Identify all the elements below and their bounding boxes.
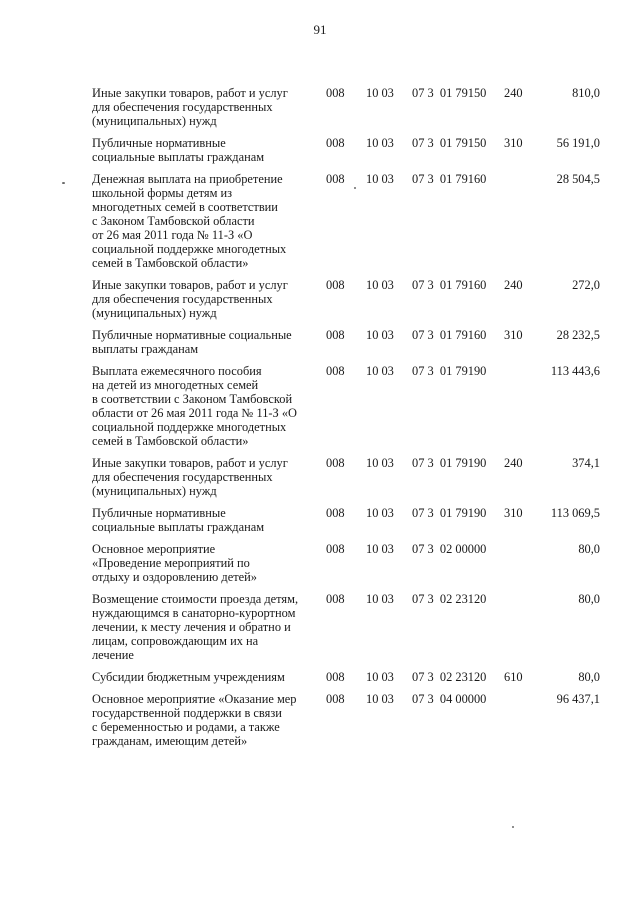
row-name-line: Публичные нормативные [92, 136, 226, 150]
row-name-line: Субсидии бюджетным учреждениям [92, 670, 285, 684]
row-name-line: с Законом Тамбовской области [92, 214, 255, 228]
row-name [86, 328, 324, 356]
row-name [86, 592, 324, 662]
amount-value: 113 069,5 [550, 506, 600, 520]
row-name-line: с беременностью и родами, а также [92, 720, 280, 734]
table-row [86, 456, 606, 498]
amount-value: 80,0 [578, 542, 600, 556]
row-name-line: социальной поддержке многодетных [92, 420, 287, 434]
ministry-code: 008 [326, 670, 345, 684]
section-code: 10 03 [366, 172, 394, 186]
section-code: 10 03 [366, 364, 394, 378]
section-code: 10 03 [366, 86, 394, 100]
section-code: 10 03 [366, 506, 394, 520]
target-article-code: 07 3 01 79150 [412, 86, 487, 100]
expense-type-code: 310 [504, 328, 523, 342]
row-name-line: (муниципальных) нужд [92, 114, 217, 128]
ministry-code: 008 [326, 542, 345, 556]
row-name [86, 364, 324, 448]
section-code: 10 03 [366, 456, 394, 470]
ministry-code: 008 [326, 86, 345, 100]
target-article-code: 07 3 04 00000 [412, 692, 487, 706]
row-name-line: Основное мероприятие «Оказание мер [92, 692, 297, 706]
ministry-code: 008 [326, 328, 345, 342]
row-name [86, 506, 324, 534]
row-name-line: лицам, сопровождающим их на [92, 634, 259, 648]
row-name-line: Иные закупки товаров, работ и услуг [92, 456, 288, 470]
row-name-line: социальные выплаты гражданам [92, 520, 265, 534]
row-name [86, 278, 324, 320]
row-name-line: «Проведение мероприятий по [92, 556, 250, 570]
scan-speck [354, 187, 356, 189]
row-name-line: для обеспечения государственных [92, 100, 273, 114]
row-name-line: Публичные нормативные социальные [92, 328, 292, 342]
row-name-line: семей в Тамбовской области» [92, 434, 249, 448]
target-article-code: 07 3 02 23120 [412, 592, 487, 606]
row-name-line: в соответствии с Законом Тамбовской [92, 392, 293, 406]
row-name-line: школьной формы детям из [92, 186, 233, 200]
section-code: 10 03 [366, 592, 394, 606]
expense-type-code: 310 [504, 136, 523, 150]
row-name [86, 86, 324, 128]
row-name [86, 692, 324, 748]
table-row [86, 542, 606, 584]
amount-value: 80,0 [578, 670, 600, 684]
row-name-line: Иные закупки товаров, работ и услуг [92, 86, 288, 100]
amount-value: 28 504,5 [556, 172, 600, 186]
row-name [86, 542, 324, 584]
target-article-code: 07 3 01 79160 [412, 172, 487, 186]
row-name-line: Иные закупки товаров, работ и услуг [92, 278, 288, 292]
row-name-line: (муниципальных) нужд [92, 484, 217, 498]
expense-type-code: 610 [504, 670, 523, 684]
table-row [86, 278, 606, 320]
row-name-line: лечении, к месту лечения и обратно и [92, 620, 291, 634]
table-row [86, 364, 606, 448]
page-number: 91 [313, 22, 327, 37]
section-code: 10 03 [366, 328, 394, 342]
ministry-code: 008 [326, 172, 345, 186]
row-name-line: области от 26 мая 2011 года № 11-З «О [92, 406, 297, 420]
expense-type-code: 240 [504, 278, 523, 292]
expense-type-code: 240 [504, 456, 523, 470]
ministry-code: 008 [326, 692, 345, 706]
section-code: 10 03 [366, 692, 394, 706]
row-name-line: Выплата ежемесячного пособия [92, 364, 262, 378]
amount-value: 28 232,5 [556, 328, 600, 342]
scan-speck [62, 182, 65, 184]
row-name [86, 456, 324, 498]
row-name [86, 670, 324, 684]
row-name-line: лечение [92, 648, 134, 662]
amount-value: 272,0 [572, 278, 600, 292]
row-name-line: (муниципальных) нужд [92, 306, 217, 320]
row-name-line: социальной поддержке многодетных [92, 242, 287, 256]
row-name-line: от 26 мая 2011 года № 11-З «О [92, 228, 253, 242]
amount-value: 80,0 [578, 592, 600, 606]
table-row [86, 670, 606, 684]
ministry-code: 008 [326, 278, 345, 292]
table-row [86, 692, 606, 748]
amount-value: 56 191,0 [556, 136, 600, 150]
section-code: 10 03 [366, 670, 394, 684]
table-row [86, 172, 606, 270]
row-name-line: на детей из многодетных семей [92, 378, 259, 392]
budget-table [86, 86, 606, 756]
target-article-code: 07 3 01 79190 [412, 456, 487, 470]
section-code: 10 03 [366, 278, 394, 292]
row-name [86, 136, 324, 164]
table-row [86, 506, 606, 534]
table-row [86, 328, 606, 356]
row-name-line: для обеспечения государственных [92, 470, 273, 484]
amount-value: 374,1 [572, 456, 600, 470]
target-article-code: 07 3 01 79190 [412, 364, 487, 378]
expense-type-code: 310 [504, 506, 523, 520]
target-article-code: 07 3 02 23120 [412, 670, 487, 684]
ministry-code: 008 [326, 506, 345, 520]
row-name-line: многодетных семей в соответствии [92, 200, 278, 214]
row-name [86, 172, 324, 270]
row-name-line: для обеспечения государственных [92, 292, 273, 306]
ministry-code: 008 [326, 364, 345, 378]
row-name-line: Возмещение стоимости проезда детям, [92, 592, 299, 606]
target-article-code: 07 3 01 79190 [412, 506, 487, 520]
table-row [86, 86, 606, 128]
row-name-line: выплаты гражданам [92, 342, 199, 356]
table-row [86, 592, 606, 662]
row-name-line: социальные выплаты гражданам [92, 150, 265, 164]
target-article-code: 07 3 02 00000 [412, 542, 487, 556]
amount-value: 96 437,1 [556, 692, 600, 706]
expense-type-code: 240 [504, 86, 523, 100]
table-row [86, 136, 606, 164]
ministry-code: 008 [326, 136, 345, 150]
target-article-code: 07 3 01 79150 [412, 136, 487, 150]
row-name-line: Основное мероприятие [92, 542, 216, 556]
section-code: 10 03 [366, 542, 394, 556]
amount-value: 810,0 [572, 86, 600, 100]
row-name-line: государственной поддержки в связи [92, 706, 282, 720]
row-name-line: Денежная выплата на приобретение [92, 172, 283, 186]
row-name-line: Публичные нормативные [92, 506, 226, 520]
row-name-line: нуждающимся в санаторно-курортном [92, 606, 296, 620]
section-code: 10 03 [366, 136, 394, 150]
scan-speck [512, 826, 514, 828]
ministry-code: 008 [326, 592, 345, 606]
target-article-code: 07 3 01 79160 [412, 328, 487, 342]
amount-value: 113 443,6 [550, 364, 600, 378]
target-article-code: 07 3 01 79160 [412, 278, 487, 292]
row-name-line: гражданам, имеющим детей» [92, 734, 248, 748]
ministry-code: 008 [326, 456, 345, 470]
row-name-line: семей в Тамбовской области» [92, 256, 249, 270]
row-name-line: отдыху и оздоровлению детей» [92, 570, 257, 584]
